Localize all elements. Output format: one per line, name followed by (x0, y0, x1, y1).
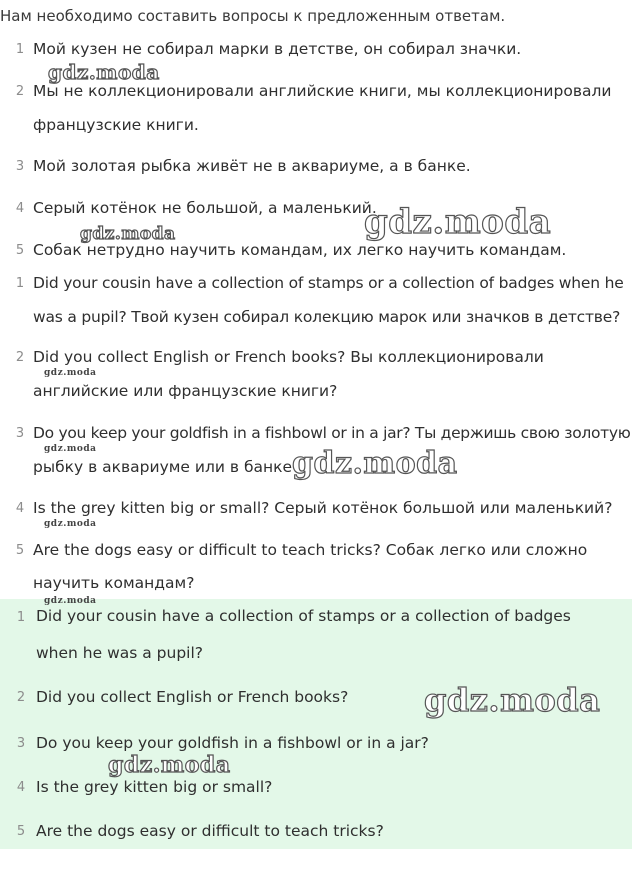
watermark: gdz.moda (44, 444, 97, 454)
answer-text: when he was a pupil? (36, 644, 204, 662)
question-text: Do you keep your goldfish in a fishbowl or in a jar? Ты держишь свою золотую (33, 424, 631, 442)
statement-text: французские книги. (33, 116, 199, 134)
statement-number: 5 (15, 243, 25, 258)
question-text: английские или французские книги? (33, 382, 338, 400)
watermark: gdz.moda (44, 519, 97, 529)
answer-number: 4 (16, 780, 26, 795)
statement-text: Собак нетрудно научить командам, их легко научить командам. (33, 241, 567, 259)
watermark: gdz.moda (48, 60, 160, 84)
answer-text: Do you keep your goldfish in a fishbowl or in a jar? (36, 734, 429, 752)
statement-number: 4 (15, 201, 25, 216)
answer-text: Are the dogs easy or difficult to teach tricks? (36, 822, 384, 840)
watermark: gdz.moda (292, 446, 458, 481)
question-text: was a pupil? Твой кузен собирал колекцию марок или значков в детстве? (33, 308, 621, 326)
intro-text: Нам необходимо составить вопросы к предложенным ответам. (0, 7, 506, 25)
question-text: научить командам? (33, 574, 195, 592)
question-text: рыбку в аквариуме или в банке? (33, 458, 301, 476)
question-text: Is the grey kitten big or small? Серый котёнок большой или маленький? (33, 499, 613, 517)
watermark: gdz.moda (364, 202, 552, 242)
answer-number: 1 (16, 610, 26, 625)
statement-text: Мой золотая рыбка живёт не в аквариуме, а в банке. (33, 157, 471, 175)
watermark: gdz.moda (44, 368, 97, 378)
watermark: gdz.moda (44, 596, 97, 606)
watermark: gdz.moda (80, 224, 176, 244)
answer-text: Did you collect English or French books? (36, 688, 349, 706)
statement-number: 3 (15, 159, 25, 174)
question-number: 3 (15, 426, 25, 441)
statement-text: Мы не коллекционировали английские книги, мы коллекционировали (33, 82, 612, 100)
statement-number: 1 (15, 42, 25, 57)
question-number: 4 (15, 501, 25, 516)
question-text: Did you collect English or French books? Вы коллекционировали (33, 348, 544, 366)
statement-number: 2 (15, 84, 25, 99)
answer-text: Did your cousin have a collection of stamps or a collection of badges (36, 607, 571, 625)
question-number: 1 (15, 276, 25, 291)
answer-number: 5 (16, 824, 26, 839)
question-number: 5 (15, 543, 25, 558)
answers-panel (0, 599, 632, 849)
question-text: Are the dogs easy or difficult to teach tricks? Собак легко или сложно (33, 541, 588, 559)
answer-text: Is the grey kitten big or small? (36, 778, 273, 796)
answer-number: 2 (16, 690, 26, 705)
statement-text: Мой кузен не собирал марки в детстве, он собирал значки. (33, 40, 522, 58)
question-text: Did your cousin have a collection of stamps or a collection of badges when he (33, 274, 624, 292)
answer-number: 3 (16, 736, 26, 751)
statement-text: Серый котёнок не большой, а маленький. (33, 199, 377, 217)
watermark: gdz.moda (108, 752, 231, 778)
question-number: 2 (15, 350, 25, 365)
watermark: gdz.moda (424, 681, 601, 719)
